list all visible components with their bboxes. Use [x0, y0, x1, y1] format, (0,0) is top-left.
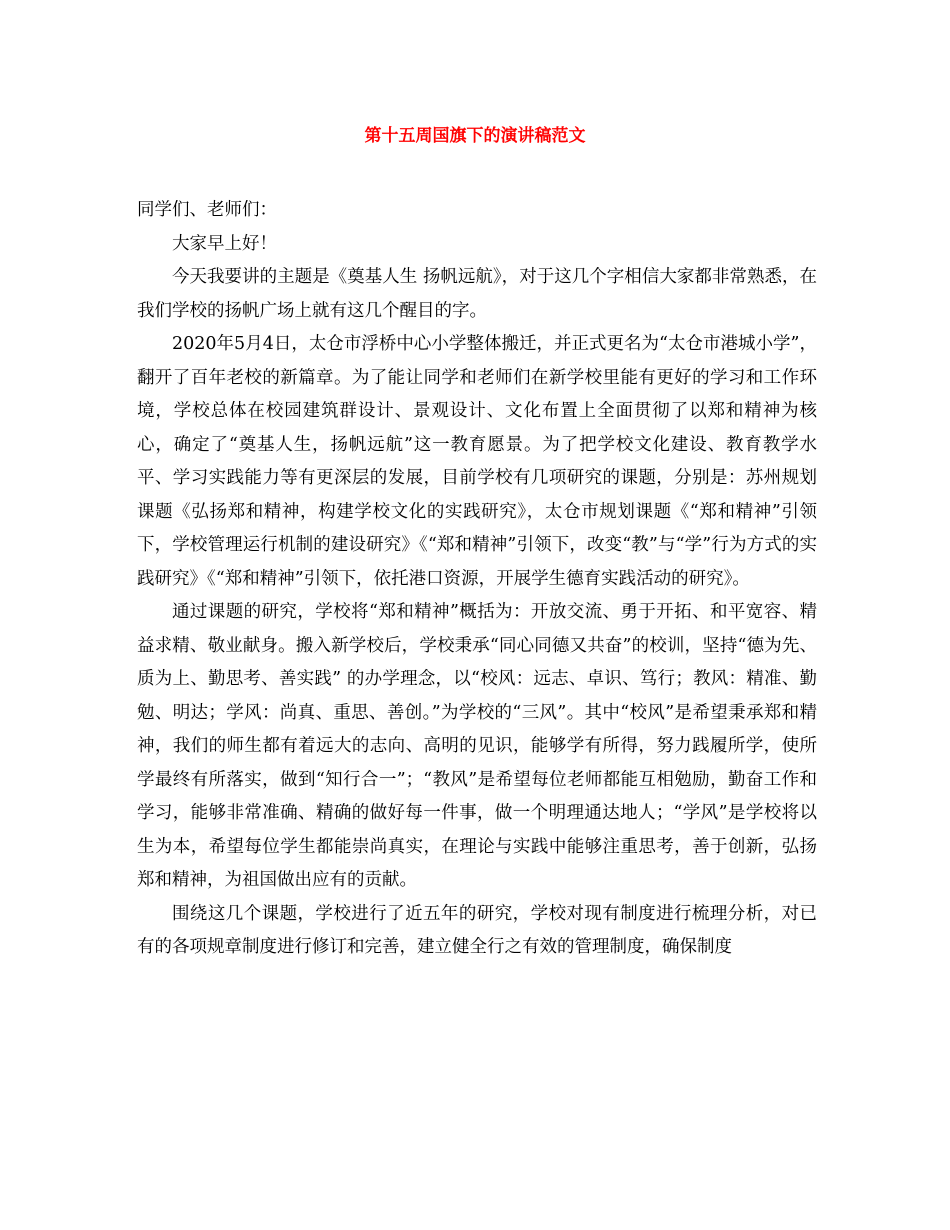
document-title: 第十五周国旗下的演讲稿范文 [364, 126, 586, 146]
document-body [137, 194, 817, 965]
paragraph-research: 围绕这几个课题，学校进行了近五年的研究，学校对现有制度进行梳理分析，对已有的各项规章制度进行修订和完善，建立健全行之有效的管理制度，确保制度 [137, 903, 817, 957]
paragraph-greeting: 大家早上好！ [172, 233, 277, 254]
paragraph-theme: 今天我要讲的主题是《奠基人生 扬帆远航》，对于这几个字相信大家都非常熟悉，在我们学校的扬帆广场上就有这几个醒目的字。 [137, 267, 817, 321]
paragraph-history: 2020年5月4日，太仓市浮桥中心小学整体搬迁，并正式更名为“太仓市港城小学”，翻开了百年老校的新篇章。为了能让同学和老师们在新学校里能有更好的学习和工作环境，学校总体在校园建筑群设计、景观设计、文化布置上全面贯彻了以郑和精神为核心，确定了“奠基人生，扬帆远航”这一教育愿景。为了把学校文化建设、教育教学水平、学习实践能力等有更深层的发展，目前学校有几项研究的课题，分别是：苏州规划课题《弘扬郑和精神，构建学校文化的实践研究》，太仓市规划课题《“郑和精神”引领下，学校管理运行机制的建设研究》《“郑和精神”引领下，改变“教”与“学”行为方式的实践研究》《“郑和精神”引领下，依托港口资源，开展学生德育实践活动的研究》。 [137, 334, 817, 589]
paragraph-zhenghe-spirit: 通过课题的研究，学校将“郑和精神”概括为：开放交流、勇于开拓、和平宽容、精益求精、敬业献身。搬入新学校后，学校秉承“同心同德又共奋”的校训，坚持“德为先、质为上、勤思考、善实践” 的办学理念，以“校风：远志、卓识、笃行；教风：精准、勤勉、明达；学风：尚真、重思、善创。”为学校的“三风”。其中“校风”是希望秉承郑和精神，我们的师生都有着远大的志向、高明的见识，能够学有所得，努力践履所学，使所学最终有所落实，做到“知行合一”；“教风”是希望每位老师都能互相勉励，勤奋工作和学习，能够非常准确、精确的做好每一件事，做一个明理通达地人；“学风”是学校将以生为本，希望每位学生都能崇尚真实，在理论与实践中能够注重思考，善于创新，弘扬郑和精神，为祖国做出应有的贡献。 [137, 602, 817, 890]
salutation: 同学们、老师们： [137, 200, 277, 220]
